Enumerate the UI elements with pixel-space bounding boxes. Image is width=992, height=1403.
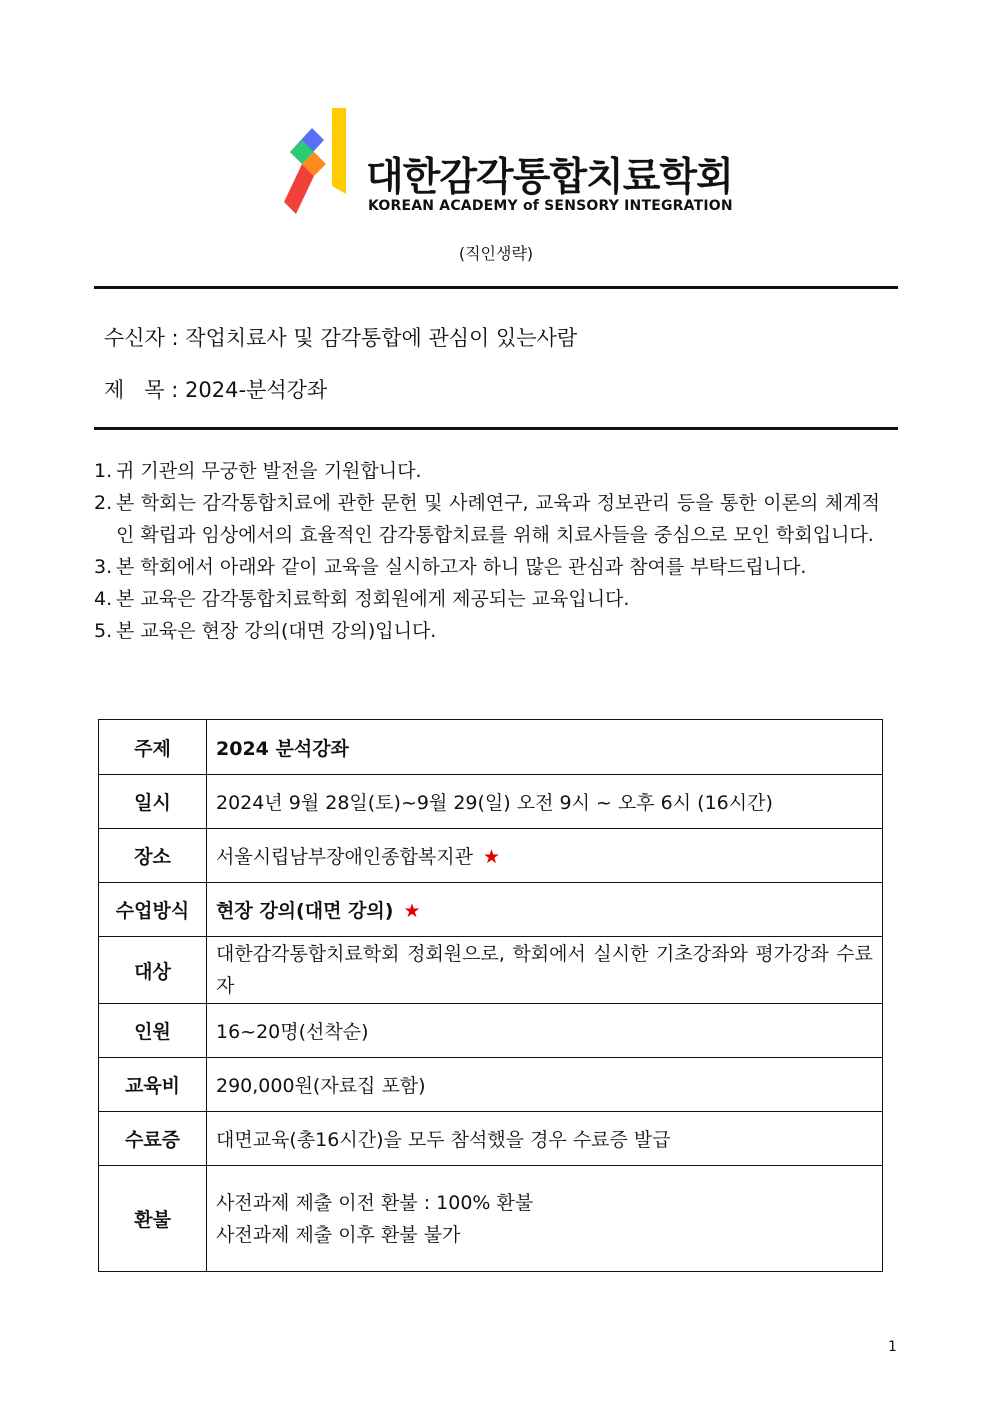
notice-item <box>94 487 880 551</box>
row-label: 교육비 <box>99 1058 207 1112</box>
notice-number: 3. <box>94 556 113 578</box>
fee-value: 290,000원(자료집 포함) <box>207 1058 883 1112</box>
table-row-target <box>99 937 883 1004</box>
venue-value: 서울시립남부장애인종합복지관 <box>216 846 473 868</box>
target-value: 대한감각통합치료학회 정회원으로, 학회에서 실시한 기초강좌와 평가강좌 수료자 <box>207 937 883 1004</box>
notice-number: 1. <box>94 460 113 482</box>
row-label: 인원 <box>99 1004 207 1058</box>
notice-item <box>94 455 880 487</box>
recipient-line: 수신자 : 작업치료사 및 감각통합에 관심이 있는사람 <box>104 326 578 350</box>
notice-text: 본 학회에서 아래와 같이 교육을 실시하고자 하니 많은 관심과 참여를 부탁드립니다. <box>116 556 807 578</box>
star-icon: ★ <box>482 846 501 868</box>
logo-subtitle: KOREAN ACADEMY of SENSORY INTEGRATION <box>368 198 733 214</box>
notice-item <box>94 615 880 647</box>
row-label: 장소 <box>99 829 207 883</box>
academy-logo <box>282 106 733 218</box>
refund-value <box>207 1166 883 1272</box>
row-label: 일시 <box>99 775 207 829</box>
certificate-value: 대면교육(총16시간)을 모두 참석했을 경우 수료증 발급 <box>207 1112 883 1166</box>
topic-value: 2024 분석강좌 <box>207 720 883 775</box>
method-value: 현장 강의(대면 강의) <box>216 900 394 922</box>
notice-number: 2. <box>94 492 113 514</box>
page-number: 1 <box>888 1339 897 1355</box>
notice-text: 본 교육은 현장 강의(대면 강의)입니다. <box>116 620 437 642</box>
notice-text: 본 학회는 감각통합치료에 관한 문헌 및 사례연구, 교육과 정보관리 등을 통한 이론의 체계적인 확립과 임상에서의 효율적인 감각통합치료를 위해 치료사들을 중심으로 모인 학회입니다. <box>116 492 880 546</box>
capacity-value: 16~20명(선착순) <box>207 1004 883 1058</box>
table-row-topic <box>99 720 883 775</box>
table-row-refund <box>99 1166 883 1272</box>
table-row-venue <box>99 829 883 883</box>
table-row-fee <box>99 1058 883 1112</box>
table-row-date <box>99 775 883 829</box>
date-value: 2024년 9월 28일(토)~9월 29(일) 오전 9시 ~ 오후 6시 (16시간) <box>207 775 883 829</box>
logo-mark-icon <box>282 106 352 218</box>
venue-cell <box>207 829 883 883</box>
row-label: 환불 <box>99 1166 207 1272</box>
table-row-capacity <box>99 1004 883 1058</box>
star-icon: ★ <box>403 900 421 922</box>
course-info-table <box>98 719 883 1272</box>
refund-line: 사전과제 제출 이후 환불 불가 <box>216 1223 461 1246</box>
row-label: 수업방식 <box>99 883 207 937</box>
notice-item <box>94 551 880 583</box>
notice-number: 5. <box>94 620 113 642</box>
notice-list <box>94 455 880 647</box>
header-top-rule <box>94 286 898 289</box>
logo-title: 대한감각통합치료학회 <box>366 155 733 200</box>
subject-line: 제 목 : 2024-분석강좌 <box>104 378 328 402</box>
notice-text: 본 교육은 감각통합치료학회 정회원에게 제공되는 교육입니다. <box>116 588 630 610</box>
header-bottom-rule <box>94 427 898 430</box>
seal-omitted-note: (직인생략) <box>458 244 534 263</box>
method-cell <box>207 883 883 937</box>
table-row-certificate <box>99 1112 883 1166</box>
row-label: 대상 <box>99 937 207 1004</box>
refund-line: 사전과제 제출 이전 환불 : 100% 환불 <box>216 1191 534 1214</box>
notice-number: 4. <box>94 588 113 610</box>
notice-text: 귀 기관의 무궁한 발전을 기원합니다. <box>116 460 422 482</box>
table-row-method <box>99 883 883 937</box>
notice-item <box>94 583 880 615</box>
row-label: 주제 <box>99 720 207 775</box>
row-label: 수료증 <box>99 1112 207 1166</box>
